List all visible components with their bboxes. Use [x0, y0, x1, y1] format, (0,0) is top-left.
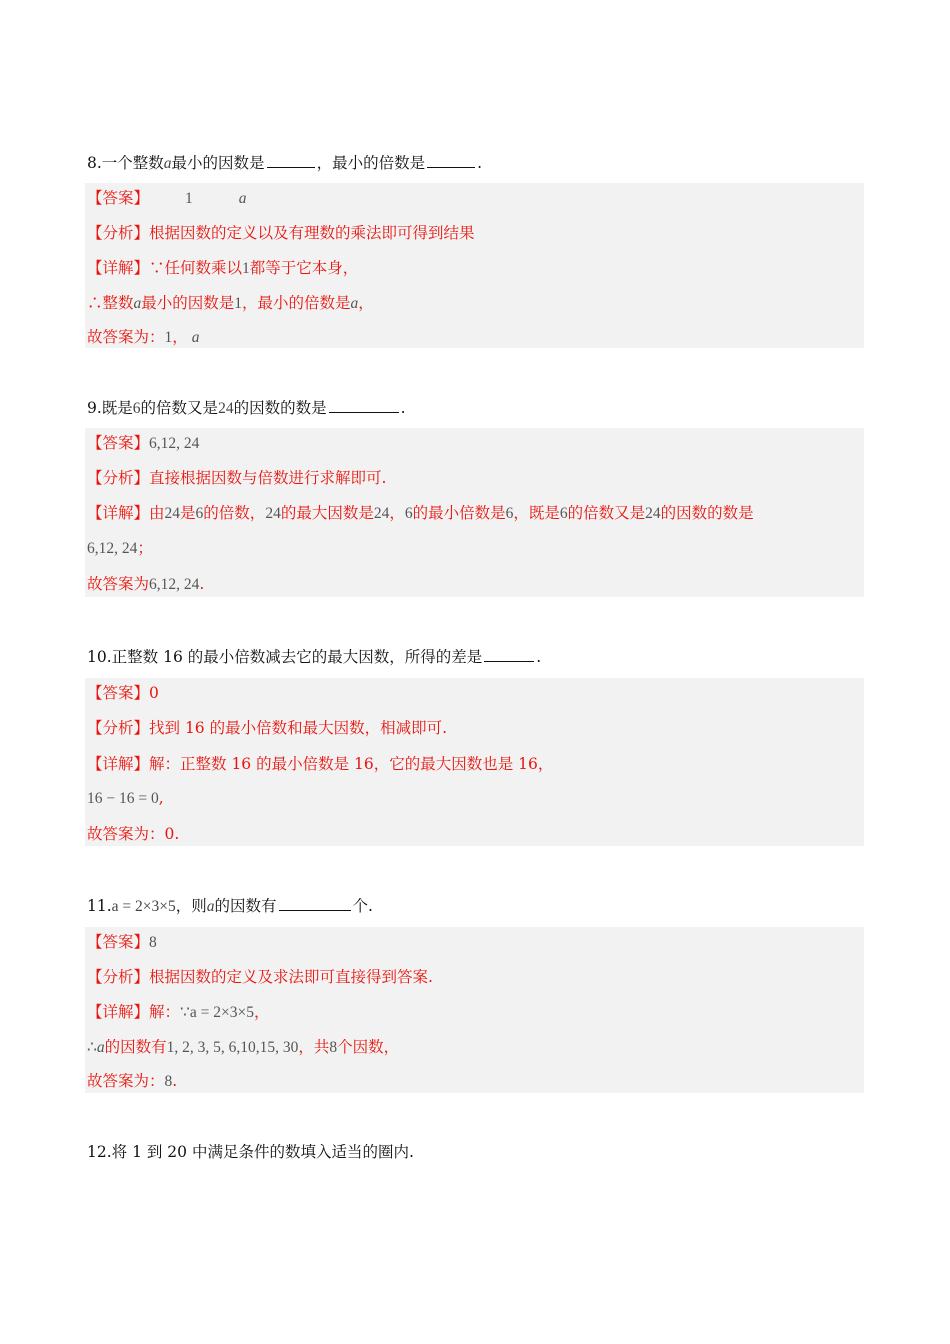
- q9-text: 9.既是: [87, 399, 133, 417]
- question-8: [87, 153, 867, 174]
- analysis-tag: 【分析】: [87, 224, 150, 242]
- answer-tag: 【答案】: [87, 684, 150, 702]
- final-answer-line: [87, 574, 862, 595]
- detail-text: ，既是: [513, 504, 560, 522]
- analysis-line: [87, 468, 862, 488]
- detail-text: 解：: [149, 1003, 181, 1021]
- answer-blank: [267, 153, 315, 168]
- detail-text: 的因数的数是: [660, 504, 754, 522]
- analysis-tag: 【分析】: [87, 719, 150, 737]
- analysis-line: [87, 967, 862, 987]
- final-text: .: [172, 1072, 178, 1090]
- final-text: 故答案为：: [87, 1072, 165, 1090]
- detail-text: ∴整数: [87, 294, 134, 312]
- math-value: 16 − 16 = 0: [87, 790, 159, 807]
- detail-text: 解：正整数 16 的最小倍数是 16，它的最大因数也是 16，: [149, 755, 554, 773]
- math-value: 6: [195, 505, 204, 522]
- math-expression: a = 2×3×5: [111, 898, 176, 915]
- detail-text: 最小的因数是: [141, 294, 235, 312]
- q11-text: 的因数有: [214, 897, 277, 915]
- detail-text: ，最小的倍数是: [242, 294, 351, 312]
- math-value: 8: [329, 1039, 338, 1056]
- answer-line: [87, 188, 862, 209]
- detail-text: ∵任何数乘以: [149, 259, 243, 277]
- detail-text: ，共: [298, 1038, 330, 1056]
- math-expression: 1, 2, 3, 5, 6,10,15, 30: [166, 1039, 299, 1056]
- answer-tag: 【答案】: [87, 933, 150, 951]
- detail-text: ，: [358, 294, 374, 312]
- answer-line: [87, 433, 862, 454]
- final-answer-line: [87, 327, 862, 348]
- final-answer-line: [87, 1071, 862, 1092]
- math-value: 24: [218, 400, 234, 417]
- solution-box-8: [85, 183, 864, 348]
- detail-tag: 【详解】: [87, 259, 150, 277]
- analysis-text: 根据因数的定义及求法即可直接得到答案.: [149, 968, 433, 986]
- answer-value: 1: [185, 190, 193, 207]
- detail-text: 的最大因数是: [280, 504, 374, 522]
- answer-tag: 【答案】: [87, 434, 150, 452]
- answer-tag: 【答案】: [87, 189, 150, 207]
- q10-text: 10.正整数 16 的最小倍数减去它的最大因数，所得的差是: [87, 648, 483, 666]
- detail-text: ，: [254, 1003, 270, 1021]
- analysis-text: 直接根据因数与倍数进行求解即可.: [149, 469, 387, 487]
- detail-text: ；: [137, 539, 153, 557]
- math-value: 24: [265, 505, 281, 522]
- final-text: 0.: [164, 825, 180, 843]
- answer-value: a: [238, 190, 247, 207]
- math-value: 6: [559, 505, 568, 522]
- detail-line: [87, 293, 862, 314]
- math-value: 24: [645, 505, 661, 522]
- detail-line: [87, 788, 862, 809]
- analysis-line: [87, 223, 862, 243]
- analysis-tag: 【分析】: [87, 469, 150, 487]
- final-text: 故答案为：: [87, 825, 165, 843]
- detail-text: 的倍数，: [203, 504, 266, 522]
- final-answer-line: [87, 824, 862, 844]
- detail-text: 的最小倍数是: [412, 504, 506, 522]
- q8-text: 8.一个整数: [87, 154, 164, 172]
- math-value: 24: [373, 505, 390, 522]
- analysis-line: [87, 718, 862, 738]
- math-value: 1: [164, 329, 173, 346]
- detail-text: 都等于它本身，: [249, 259, 359, 277]
- math-var: a: [133, 295, 142, 312]
- question-10: [87, 647, 867, 667]
- analysis-text: 根据因数的定义以及有理数的乘法即可得到结果: [149, 224, 475, 242]
- answer-line: [87, 683, 862, 703]
- math-value: 6: [505, 505, 514, 522]
- q11-text: ，则: [175, 897, 207, 915]
- answer-blank: [279, 896, 351, 911]
- q9-text: 的倍数又是: [140, 399, 219, 417]
- math-var: a: [96, 1039, 105, 1056]
- solution-box-9: [85, 428, 864, 597]
- detail-tag: 【详解】: [87, 504, 150, 522]
- math-value: 6: [132, 400, 141, 417]
- math-var: a: [206, 898, 215, 915]
- math-var: a: [350, 295, 359, 312]
- answer-value: 8: [149, 934, 157, 951]
- q10-text: .: [536, 648, 542, 666]
- detail-line: [87, 754, 862, 774]
- q8-text: ，最小的倍数是: [316, 154, 426, 172]
- math-value: 6,12, 24: [87, 540, 138, 557]
- therefore-symbol: ∴: [87, 1039, 97, 1056]
- math-value: 1: [242, 260, 250, 277]
- detail-tag: 【详解】: [87, 1003, 150, 1021]
- detail-text: 是: [180, 504, 196, 522]
- detail-text: 的因数有: [104, 1038, 167, 1056]
- question-9: [87, 398, 867, 419]
- answer-value: 0: [149, 684, 159, 702]
- detail-line: [87, 258, 862, 279]
- detail-text: 由: [149, 504, 165, 522]
- answer-blank: [484, 647, 534, 662]
- q9-text: .: [400, 399, 406, 417]
- math-value: 1: [234, 295, 243, 312]
- detail-tag: 【详解】: [87, 755, 150, 773]
- q12-text: 12.将 1 到 20 中满足条件的数填入适当的圈内.: [87, 1143, 414, 1161]
- final-text: 故答案为: [87, 575, 150, 593]
- q11-text: 个.: [352, 897, 373, 915]
- q8-var-a: a: [163, 155, 172, 172]
- detail-line: [87, 538, 862, 559]
- solution-box-10: [85, 678, 864, 846]
- q9-text: 的因数的数是: [233, 399, 327, 417]
- solution-box-11: [85, 927, 864, 1093]
- detail-text: ，: [389, 504, 405, 522]
- final-text: .: [199, 575, 205, 593]
- math-var: a: [191, 329, 200, 346]
- answer-blank: [329, 398, 399, 413]
- question-11: [87, 896, 867, 917]
- math-expression: ∵a = 2×3×5: [180, 1004, 254, 1021]
- question-12: [87, 1142, 867, 1162]
- math-value: 8: [164, 1073, 173, 1090]
- answer-line: [87, 932, 862, 953]
- math-value: 6,12, 24: [149, 576, 200, 593]
- math-value: 6: [404, 505, 413, 522]
- detail-line: [87, 503, 862, 524]
- detail-text: 个因数，: [337, 1038, 400, 1056]
- q8-text: 最小的因数是: [171, 154, 265, 172]
- analysis-text: 找到 16 的最小倍数和最大因数，相减即可.: [149, 719, 448, 737]
- detail-line: [87, 1002, 862, 1023]
- answer-blank: [427, 153, 475, 168]
- math-value: 24: [164, 505, 181, 522]
- final-text: 故答案为：: [87, 328, 165, 346]
- answer-value: 6,12, 24: [149, 435, 200, 452]
- detail-text: ,: [158, 789, 164, 807]
- final-text: ，: [172, 328, 188, 346]
- detail-text: 的倍数又是: [567, 504, 646, 522]
- q11-text: 11.: [87, 897, 112, 915]
- detail-line: [87, 1037, 862, 1058]
- analysis-tag: 【分析】: [87, 968, 150, 986]
- q8-text: .: [477, 154, 483, 172]
